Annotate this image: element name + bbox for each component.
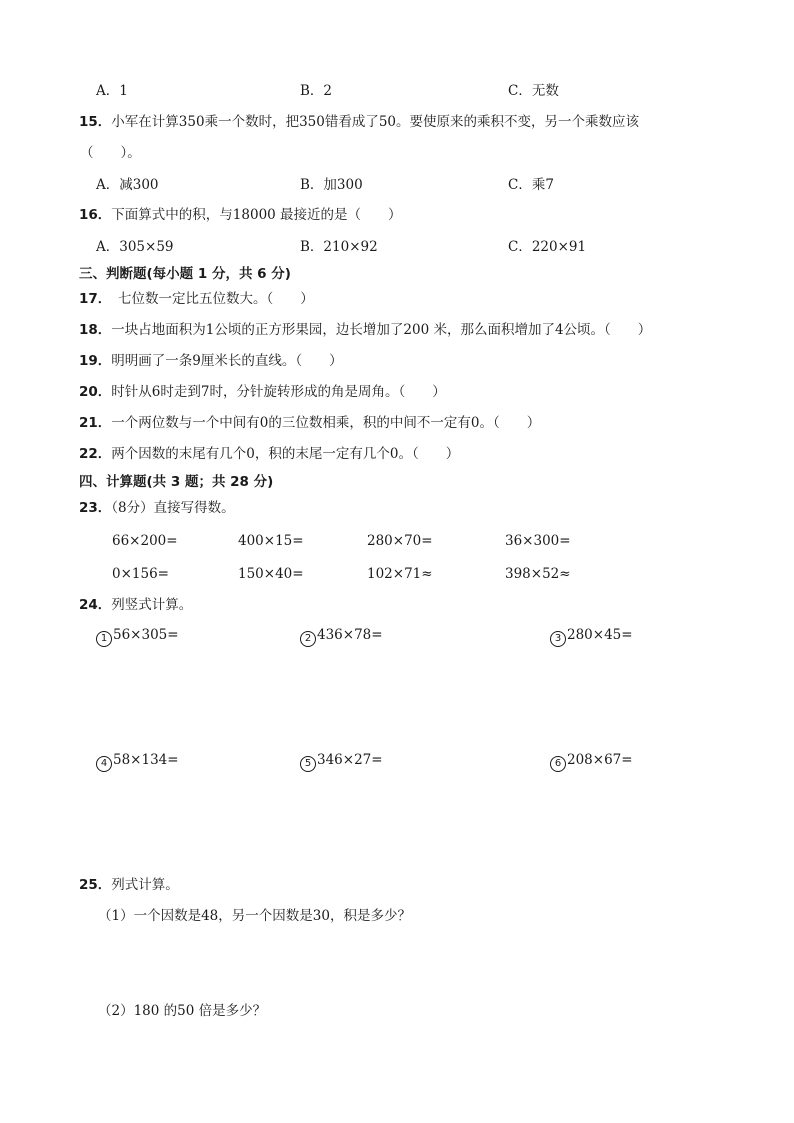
question-25-sub-1: （1）一个因数是48，另一个因数是30，积是多少？ <box>98 908 411 924</box>
vertical-calc-item-5 <box>300 752 383 772</box>
question-text: 两个因数的末尾有几个0，积的末尾一定有几个0。（ ） <box>111 446 460 462</box>
vertical-calc-expression: 436×78= <box>317 627 383 643</box>
question-number: 24． <box>79 597 112 613</box>
section-heading-judgement: 三、判断题(每小题 1 分，共 6 分) <box>79 266 291 282</box>
question-22 <box>79 446 459 462</box>
circled-number-1: 1 <box>96 631 112 647</box>
q15-option-a: A．减300 <box>96 177 159 193</box>
question-25 <box>79 877 179 893</box>
question-text: 时针从6时走到7时，分针旋转形成的角是周角。（ ） <box>111 384 446 400</box>
q15-option-b: B．加300 <box>300 177 363 193</box>
question-24 <box>79 597 192 613</box>
mental-calc-item: 102×71≈ <box>367 566 433 582</box>
q16-option-a: A．305×59 <box>96 239 174 255</box>
vertical-calc-expression: 58×134= <box>113 752 179 768</box>
q14-option-b: B．2 <box>300 83 333 99</box>
vertical-calc-expression: 56×305= <box>113 627 179 643</box>
mental-calc-item: 36×300= <box>505 533 571 549</box>
question-text: 小军在计算350乘一个数时，把350错看成了50。要使原来的乘积不变，另一个乘数应该 <box>111 114 640 130</box>
question-25-sub-2: （2）180 的50 倍是多少？ <box>98 1003 267 1019</box>
question-text: 一个两位数与一个中间有0的三位数相乘，积的中间不一定有0。（ ） <box>111 415 541 431</box>
question-23 <box>79 500 235 516</box>
section-heading-calculation: 四、计算题(共 3 题；共 28 分) <box>79 474 274 490</box>
q15-option-c: C．乘7 <box>508 177 554 193</box>
question-number: 20． <box>79 384 112 400</box>
question-15-continuation: （ ）。 <box>80 145 141 161</box>
question-number: 18． <box>79 322 112 338</box>
circled-number-5: 5 <box>300 756 316 772</box>
vertical-calc-item-1 <box>96 627 179 647</box>
question-20 <box>79 384 446 400</box>
question-text: 列竖式计算。 <box>111 597 193 613</box>
question-18 <box>79 322 651 338</box>
circled-number-6: 6 <box>550 756 566 772</box>
question-number: 25． <box>79 877 112 893</box>
question-text: 一块占地面积为1公顷的正方形果园，边长增加了200 米，那么面积增加了4公顷。（ ） <box>111 322 652 338</box>
circled-number-2: 2 <box>300 631 316 647</box>
vertical-calc-expression: 280×45= <box>567 627 633 643</box>
question-number: 19． <box>79 353 112 369</box>
q14-option-c: C．无数 <box>508 83 559 99</box>
question-number: 21． <box>79 415 112 431</box>
vertical-calc-expression: 208×67= <box>567 752 633 768</box>
vertical-calc-expression: 346×27= <box>317 752 383 768</box>
question-number: 17． <box>79 291 105 307</box>
question-17 <box>79 291 314 307</box>
q14-option-a: A．1 <box>96 83 128 99</box>
question-text: 下面算式中的积，与18000 最接近的是（ ） <box>111 207 402 223</box>
question-21 <box>79 415 540 431</box>
vertical-calc-item-3 <box>550 627 633 647</box>
mental-calc-item: 150×40= <box>238 566 304 582</box>
mental-calc-item: 66×200= <box>112 533 178 549</box>
question-15 <box>79 114 639 130</box>
question-number: 16． <box>79 207 112 223</box>
question-text: 列式计算。 <box>111 877 179 893</box>
question-number: 22． <box>79 446 112 462</box>
vertical-calc-item-2 <box>300 627 383 647</box>
question-16 <box>79 207 402 223</box>
mental-calc-item: 280×70= <box>367 533 433 549</box>
mental-calc-item: 400×15= <box>238 533 304 549</box>
mental-calc-item: 0×156= <box>112 566 169 582</box>
question-text: 七位数一定比五位数大。（ ） <box>104 291 314 307</box>
question-number: 15． <box>79 114 112 130</box>
circled-number-3: 3 <box>550 631 566 647</box>
question-text: 明明画了一条9厘米长的直线。（ ） <box>111 353 343 369</box>
question-19 <box>79 353 343 369</box>
vertical-calc-item-4 <box>96 752 179 772</box>
q16-option-b: B．210×92 <box>300 239 378 255</box>
q16-option-c: C．220×91 <box>508 239 587 255</box>
question-text: （8分）直接写得数。 <box>111 500 235 516</box>
vertical-calc-item-6 <box>550 752 633 772</box>
circled-number-4: 4 <box>96 756 112 772</box>
mental-calc-item: 398×52≈ <box>505 566 571 582</box>
question-number: 23． <box>79 500 112 516</box>
